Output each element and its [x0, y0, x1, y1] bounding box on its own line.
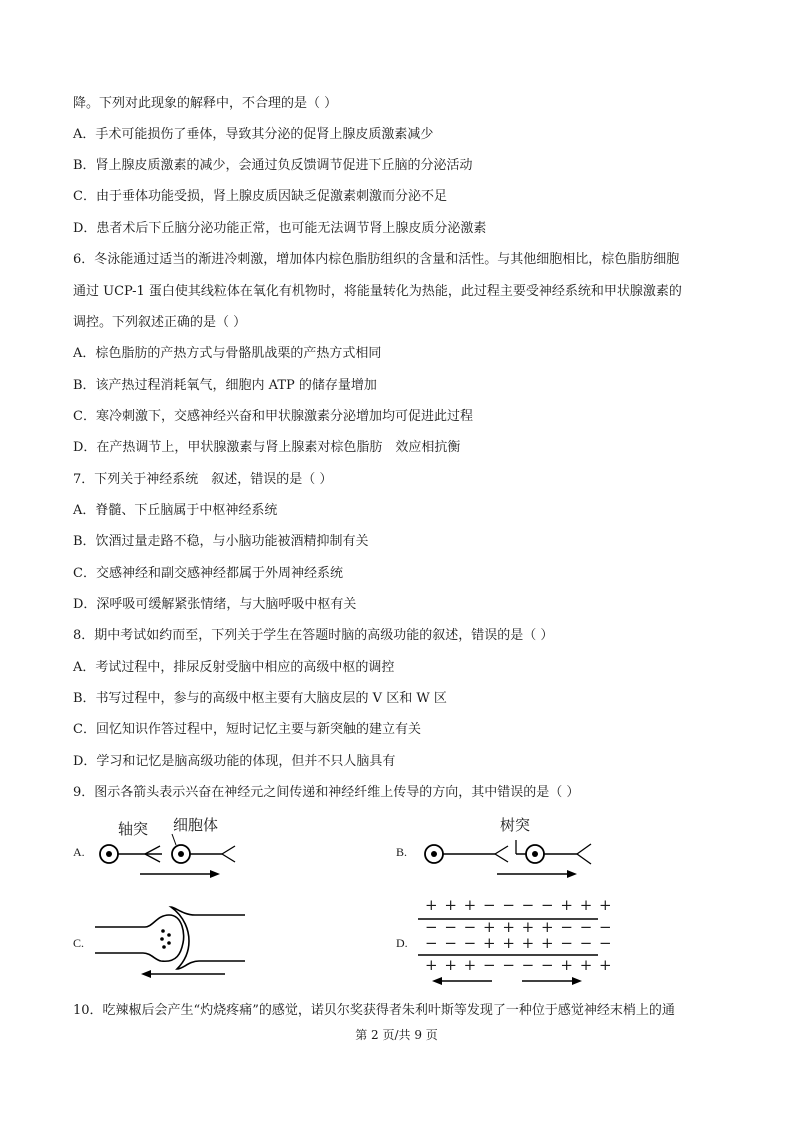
text-line: A．脊髓、下丘脑属于中枢神经系统	[73, 503, 278, 518]
soma-label: 细胞体	[173, 816, 219, 834]
charge-row: + + + − − − − + + +	[425, 896, 613, 914]
page-footer: 第 2 页/共 9 页	[355, 1028, 438, 1042]
text-line: A．考试过程中，排尿反射受脑中相应的高级中枢的调控	[73, 660, 395, 675]
text-line: B．肾上腺皮质激素的减少，会通过负反馈调节促进下丘脑的分泌活动	[73, 158, 473, 173]
text-line: 6．冬泳能通过适当的渐进冷刺激，增加体内棕色脂肪组织的含量和活性。与其他细胞相比，棕色脂肪细胞	[73, 252, 680, 267]
text-line: D．在产热调节上，甲状腺激素与肾上腺素对棕色脂肪 效应相抗衡	[73, 440, 461, 455]
text-line: 通过 UCP-1 蛋白使其线粒体在氧化有机物时，将能量转化为热能，此过程主要受神经系统和甲状腺激素的	[73, 284, 682, 299]
charge-row: − − − + + + + − − −	[425, 918, 613, 936]
axon-label: 轴突	[118, 820, 149, 838]
dendrite-label: 树突	[500, 816, 531, 834]
text-line: D．学习和记忆是脑高级功能的体现，但并不只人脑具有	[73, 754, 396, 769]
synapse-diagram	[95, 905, 255, 985]
charge-row: − − − + + + + − − −	[425, 934, 613, 952]
text-line: A．棕色脂肪的产热方式与骨骼肌战栗的产热方式相同	[73, 346, 382, 361]
text-line: C．回忆知识作答过程中，短时记忆主要与新突触的建立有关	[73, 722, 421, 737]
text-line: 8．期中考试如约而至，下列关于学生在答题时脑的高级功能的叙述，错误的是（ ）	[73, 628, 554, 643]
option-letter: D.	[396, 936, 408, 950]
option-letter: B.	[396, 845, 408, 859]
neuron-diagram-b	[415, 825, 605, 885]
text-line: B．书写过程中，参与的高级中枢主要有大脑皮层的 V 区和 W 区	[73, 691, 447, 706]
membrane-diagram	[418, 905, 608, 985]
text-line: C．由于垂体功能受损，肾上腺皮质因缺乏促激素刺激而分泌不足	[73, 189, 447, 204]
option-letter: C.	[73, 936, 85, 950]
charge-row: + + + − − − − + + +	[425, 956, 613, 974]
text-line: 降。下列对此现象的解释中，不合理的是（ ）	[73, 96, 338, 111]
text-line: 10．吃辣椒后会产生“灼烧疼痛”的感觉，诺贝尔奖获得者朱利叶斯等发现了一种位于感觉神经末梢上的通	[73, 1003, 675, 1018]
text-line: C．交感神经和副交感神经都属于外周神经系统	[73, 566, 343, 581]
text-line: D．患者术后下丘脑分泌功能正常，也可能无法调节肾上腺皮质分泌激素	[73, 221, 487, 236]
text-line: 调控。下列叙述正确的是（ ）	[73, 315, 247, 330]
neuron-diagram-a	[90, 825, 270, 885]
text-line: C．寒冷刺激下，交感神经兴奋和甲状腺激素分泌增加均可促进此过程	[73, 409, 473, 424]
text-line: A．手术可能损伤了垂体，导致其分泌的促肾上腺皮质激素减少	[73, 127, 434, 142]
text-line: B．饮酒过量走路不稳，与小脑功能被酒精抑制有关	[73, 534, 369, 549]
option-letter: A.	[73, 845, 85, 859]
text-line: 7．下列关于神经系统 叙述，错误的是（ ）	[73, 472, 333, 487]
text-line: B．该产热过程消耗氧气，细胞内 ATP 的储存量增加	[73, 378, 377, 393]
text-line: D．深呼吸可缓解紧张情绪，与大脑呼吸中枢有关	[73, 597, 357, 612]
text-line: 9．图示各箭头表示兴奋在神经元之间传递和神经纤维上传导的方向，其中错误的是（ ）	[73, 785, 580, 800]
